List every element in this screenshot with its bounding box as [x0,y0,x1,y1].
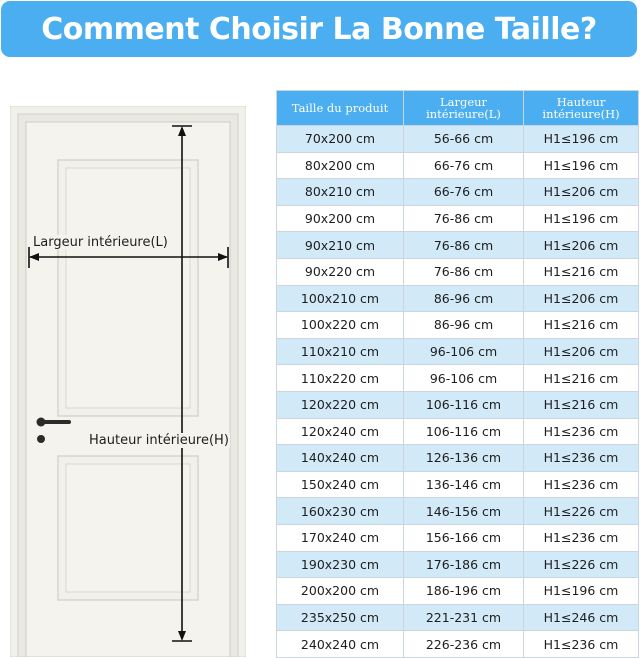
cell-inner-height: H1≤226 cm [524,551,639,578]
header-inner-width: Largeur intérieure(L) [404,91,524,126]
cell-inner-width: 76-86 cm [404,232,524,259]
cell-inner-width: 66-76 cm [404,152,524,179]
table-row [277,285,639,312]
cell-inner-height: H1≤216 cm [524,391,639,418]
cell-inner-width: 106-116 cm [404,418,524,445]
cell-inner-height: H1≤236 cm [524,418,639,445]
cell-product-size: 140x240 cm [277,445,404,472]
table-row [277,365,639,392]
door-drawing [10,106,246,657]
cell-inner-width: 146-156 cm [404,498,524,525]
cell-inner-height: H1≤196 cm [524,126,639,153]
cell-product-size: 110x210 cm [277,338,404,365]
cell-product-size: 110x220 cm [277,365,404,392]
cell-inner-height: H1≤236 cm [524,471,639,498]
title-banner [1,1,637,57]
cell-product-size: 170x240 cm [277,524,404,551]
cell-product-size: 90x210 cm [277,232,404,259]
cell-inner-width: 86-96 cm [404,285,524,312]
cell-inner-width: 126-136 cm [404,445,524,472]
cell-inner-width: 156-166 cm [404,524,524,551]
cell-inner-width: 56-66 cm [404,126,524,153]
table-row [277,578,639,605]
cell-product-size: 190x230 cm [277,551,404,578]
cell-product-size: 150x240 cm [277,471,404,498]
width-label: Largeur intérieure(L) [33,235,168,250]
table-row [277,338,639,365]
cell-inner-height: H1≤206 cm [524,179,639,206]
cell-inner-height: H1≤206 cm [524,285,639,312]
cell-product-size: 235x250 cm [277,604,404,631]
cell-inner-height: H1≤226 cm [524,498,639,525]
upper-panel-inner [66,168,190,408]
cell-inner-width: 96-106 cm [404,338,524,365]
cell-inner-width: 76-86 cm [404,258,524,285]
cell-inner-width: 226-236 cm [404,631,524,658]
cell-inner-height: H1≤196 cm [524,152,639,179]
table-row [277,205,639,232]
cell-inner-height: H1≤206 cm [524,232,639,259]
cell-inner-height: H1≤236 cm [524,445,639,472]
cell-inner-height: H1≤216 cm [524,365,639,392]
table-row [277,232,639,259]
cell-inner-height: H1≤196 cm [524,578,639,605]
cell-inner-width: 106-116 cm [404,391,524,418]
cell-product-size: 80x200 cm [277,152,404,179]
lower-panel-inner [66,464,190,592]
door-illustration [10,106,246,657]
size-table [276,90,639,658]
cell-inner-width: 186-196 cm [404,578,524,605]
cell-product-size: 120x240 cm [277,418,404,445]
table-row [277,391,639,418]
cell-product-size: 160x230 cm [277,498,404,525]
cell-inner-height: H1≤206 cm [524,338,639,365]
table-row [277,524,639,551]
cell-product-size: 120x220 cm [277,391,404,418]
height-label: Hauteur intérieure(H) [89,433,229,448]
table-row [277,498,639,525]
cell-inner-height: H1≤216 cm [524,312,639,339]
page-title: Comment Choisir La Bonne Taille? [41,11,597,47]
cell-product-size: 80x210 cm [277,179,404,206]
table-row [277,445,639,472]
table-row [277,604,639,631]
cell-inner-height: H1≤236 cm [524,631,639,658]
cell-inner-height: H1≤236 cm [524,524,639,551]
cell-product-size: 100x210 cm [277,285,404,312]
table-row [277,471,639,498]
cell-product-size: 100x220 cm [277,312,404,339]
cell-inner-height: H1≤216 cm [524,258,639,285]
cell-inner-height: H1≤196 cm [524,205,639,232]
door-lock [37,435,45,443]
cell-inner-width: 66-76 cm [404,179,524,206]
table-row [277,258,639,285]
cell-product-size: 200x200 cm [277,578,404,605]
cell-product-size: 240x240 cm [277,631,404,658]
header-product-size: Taille du produit [277,91,404,126]
table-row [277,126,639,153]
table-header-row [277,91,639,126]
cell-inner-width: 86-96 cm [404,312,524,339]
door-handle-lever [41,420,71,424]
cell-inner-height: H1≤246 cm [524,604,639,631]
cell-product-size: 90x220 cm [277,258,404,285]
cell-inner-width: 76-86 cm [404,205,524,232]
cell-inner-width: 136-146 cm [404,471,524,498]
table-row [277,179,639,206]
table-row [277,631,639,658]
header-inner-height: Hauteur intérieure(H) [524,91,639,126]
cell-product-size: 70x200 cm [277,126,404,153]
table-row [277,418,639,445]
table-row [277,551,639,578]
cell-inner-width: 221-231 cm [404,604,524,631]
cell-inner-width: 176-186 cm [404,551,524,578]
table-row [277,152,639,179]
cell-product-size: 90x200 cm [277,205,404,232]
table-row [277,312,639,339]
cell-inner-width: 96-106 cm [404,365,524,392]
